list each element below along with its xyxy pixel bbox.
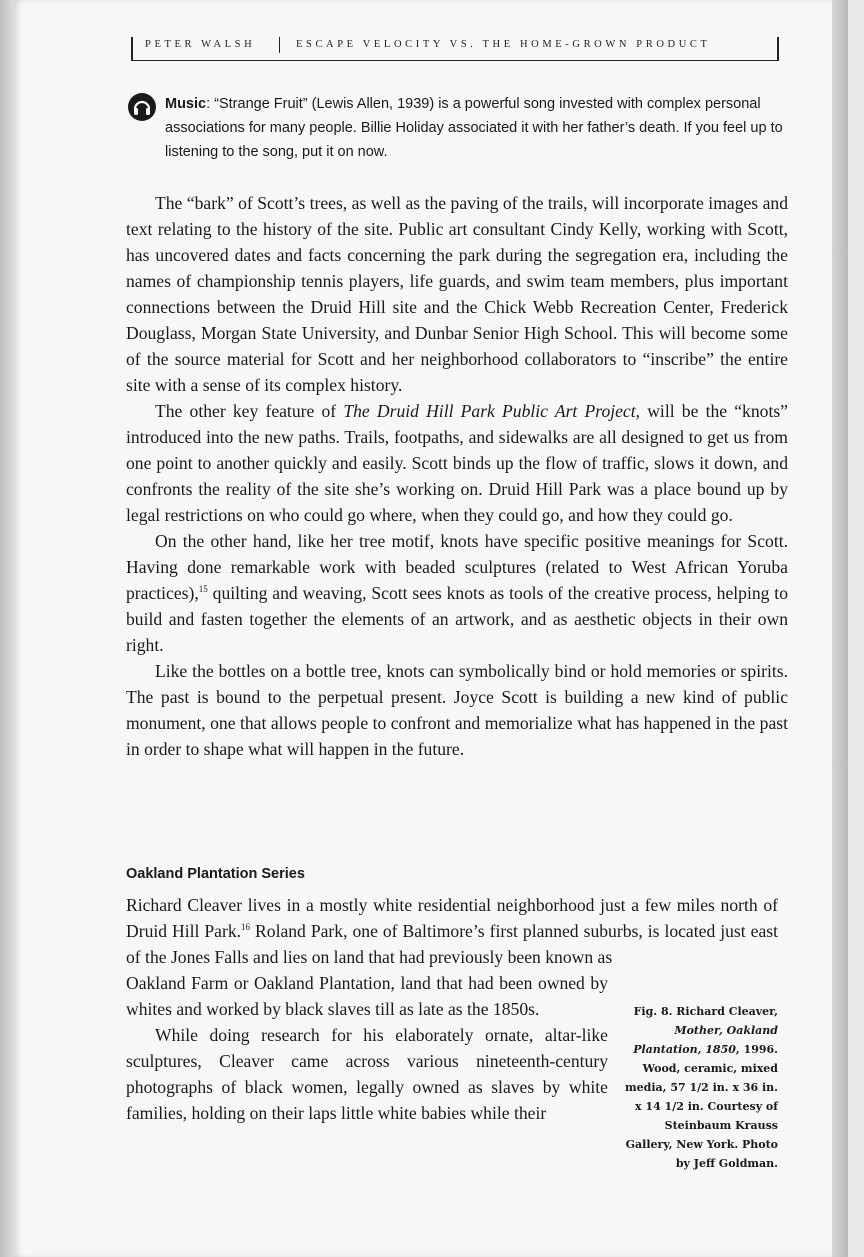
page-binding-edge (0, 0, 14, 1257)
paragraph-other-hand-rest: quilting and weaving, Scott sees knots as tools of the creative process, helping to build and fasten together the elements of an artwork, and as aesthetic objects in their own right. (126, 583, 788, 655)
footnote-ref-15: 15 (198, 584, 208, 594)
narrow-text-column (126, 970, 608, 1126)
paragraph-knots (126, 398, 788, 528)
paragraph-other-hand-start: On the other hand, like her tree motif, knots have specific positive meanings for Scott. Having done remarkable work with beaded sculptures (related to West African Yoruba practices), (126, 531, 788, 603)
header-divider (279, 37, 280, 53)
header-author: PETER WALSH (145, 39, 256, 50)
paragraph-other-hand (126, 528, 788, 658)
main-text-column (126, 190, 788, 762)
caption-work-title: Mother, Oakland Plantation, 1850 (633, 1024, 778, 1056)
section-intro (126, 892, 778, 970)
figure-caption (618, 1002, 778, 1173)
paragraph-knots-start: The other key feature of (155, 401, 344, 421)
paragraph-cleaver-intro (126, 892, 778, 970)
paragraph-bark: The “bark” of Scott’s trees, as well as the paving of the trails, will incorporate images and text relating to the history of the site. Public art consultant Cindy Kelly, working with Scott, has uncovered dates and facts concerning the park during the segregation era, including the names of championship tennis players, life guards, and swim team members, plus important connections between the Druid Hill site and the Chick Webb Recreation Center, Frederick Douglass, Morgan State University, and Dunbar Senior High School. This will become some of the source material for Scott and her neighborhood collaborators to “inscribe” the entire site with a sense of its complex history. (126, 193, 788, 395)
cleaver-intro-rest: Roland Park, one of Baltimore’s first planned suburbs, is located just east of the Jones Falls and lies on land that had previously been known as (126, 921, 778, 967)
caption-lead: Fig. 8. Richard Cleaver, (633, 1005, 778, 1018)
running-header (131, 37, 779, 61)
section-heading: Oakland Plantation Series (126, 866, 305, 882)
headphones-icon (127, 92, 157, 122)
music-note-text (165, 92, 787, 164)
music-description: : “Strange Fruit” (Lewis Allen, 1939) is a powerful song invested with complex personal associations for many people. Billie Holiday associated it with her father’s death. If you feel up to listening to the song, put it on now. (165, 96, 783, 160)
project-title: The Druid Hill Park Public Art Project (343, 401, 636, 421)
paragraph-bottle-tree: Like the bottles on a bottle tree, knots can symbolically bind or hold memories or spirits. The past is bound to the perpetual present. Joyce Scott is building a new kind of public monument, one that allows people to confront and memorialize what has happened in the past in order to shape what will happen in the future. (126, 661, 788, 759)
cleaver-intro-start: Richard Cleaver lives in a mostly white residential neighborhood just a few miles north of Druid Hill Park. (126, 895, 778, 941)
caption-details: , 1996. Wood, ceramic, mixed media, 57 1/2 in. x 36 in. x 14 1/2 in. Courtesy of Steinbaum Krauss Gallery, New York. Photo by Jeff Goldman. (625, 1043, 778, 1170)
paragraph-oakland-cont: Oakland Farm or Oakland Plantation, land that had been owned by whites and worked by black slaves till as late as the 1850s. (126, 973, 608, 1019)
music-label: Music (165, 96, 207, 112)
paragraph-knots-rest: , will be the “knots” introduced into the new paths. Trails, footpaths, and sidewalks are all designed to get us from one point to another quickly and easily. Scott binds up the flow of traffic, slows it down, and confronts the reality of the site she’s working on. Druid Hill Park was a place bound up by legal restrictions on who could go where, when they could go, and how they could go. (126, 401, 788, 525)
footnote-ref-16: 16 (241, 922, 251, 932)
paragraph-research: While doing research for his elaborately ornate, altar-like sculptures, Cleaver came across various nineteenth-century photographs of black women, legally owned as slaves by white families, holding on their laps little white babies while their (126, 1025, 608, 1123)
page-outer-edge (832, 0, 848, 1257)
header-title: ESCAPE VELOCITY VS. THE HOME-GROWN PRODUCT (296, 39, 711, 50)
